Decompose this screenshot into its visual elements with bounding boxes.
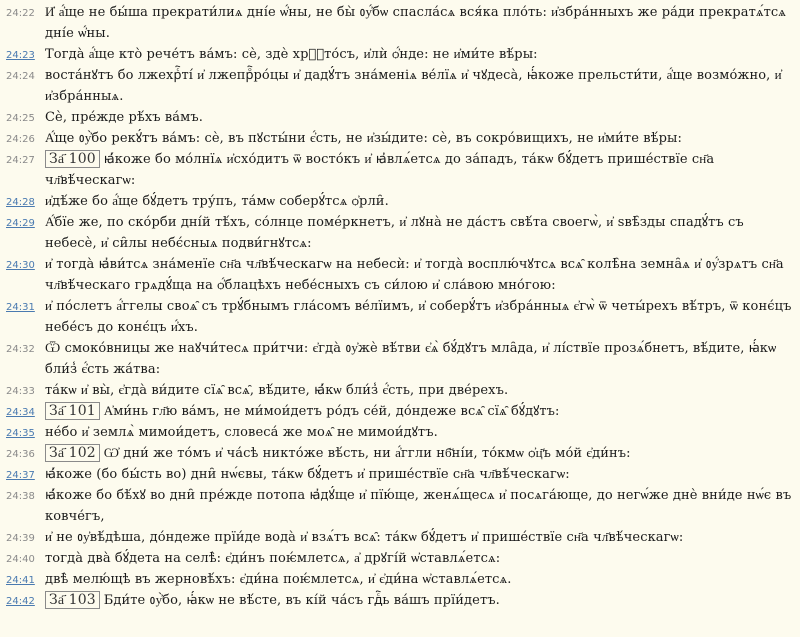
verse-text: ꙗ҆́коже (бо бы́сть во) дни̑ нѡ́євы, та́кѡ бꙋ́детъ и҆ прише́ствїе сн҃а чл҃вѣ́ческагѡ:	[45, 467, 570, 482]
verse-number-link[interactable]: 24:23	[6, 50, 35, 61]
verse-number: 24:32	[6, 344, 35, 355]
verse-text-block	[45, 569, 794, 590]
verse-text-block	[45, 464, 794, 485]
verse-row	[6, 191, 794, 212]
zachalo-marker: За҃ 101	[45, 402, 100, 420]
verse-text: А҆́бїе же, по ско́рби дні́й тѣ́хъ, со́лнце помéркнетъ, и҆ лꙋна̀ не да́стъ свѣ́та своегѡ̀, и҆ ѕвѣ̑зды спадꙋ́тъ съ небесѐ, и҆ си̑лы небє́сныѧ подви́гнꙋтсѧ:	[45, 215, 744, 251]
verse-number: 24:26	[6, 134, 35, 145]
verse-text-block	[45, 128, 794, 149]
verse-text-block	[45, 191, 794, 212]
verse-text: тогда̀ два̀ бꙋ́дета на селѣ̀: є҆ди́нъ поѥ́млетсѧ, а҆ дрꙋгі́й ѡ҆ставлѧ́етсѧ:	[45, 551, 501, 566]
verse-row	[6, 107, 794, 128]
verse-number-link[interactable]: 24:31	[6, 302, 35, 313]
verse-number-link[interactable]: 24:30	[6, 260, 35, 271]
verse-text-block	[45, 338, 794, 380]
verse-number: 24:27	[6, 155, 35, 166]
verse-text: Тогда̀ а҆́ще кто̀ рече́тъ ва́мъ: сѐ, здѐ хрⷭ҇то́съ, и҆лѝ ѻ҆́нде: не и҆ми́те вѣ́ры:	[45, 47, 538, 62]
verse-text: и҆ тогда̀ ꙗ҆ви́тсѧ зна́менїе сн҃а чл҃вѣ́ческагѡ на небесѝ: и҆ тогда̀ восплю́чꙋтсѧ всѧ̑ колѣ̑на земна̑ѧ и҆ ᲂу҆́зрѧтъ сн҃а чл҃вѣ́ческаго грѧдꙋ́ща на ѻ҆́блацѣхъ небе́сныхъ съ си́лою и҆ сла́вою мно́гою:	[45, 257, 784, 293]
verse-row	[6, 590, 794, 611]
verse-text: та́кѡ и҆ вы̀, є҆гда̀ ви́дите сїѧ̑ всѧ̑, вѣ́дите, ꙗ҆́кѡ бли́з̾ є҆́сть, при две́рехъ.	[45, 383, 509, 398]
verse-text-block	[45, 2, 794, 44]
verse-number: 24:25	[6, 113, 35, 124]
verse-number-link[interactable]: 24:37	[6, 470, 35, 481]
verse-text: и҆дѣ́же бо а҆́ще бꙋ́детъ тру́пъ, та́мѡ соберꙋ́тсѧ ѻ҆рли̑.	[45, 194, 389, 209]
verse-text: А҆ми́нь гл҃ю ва́мъ, не ми́мои́детъ ро́дъ се́й, до́ндеже всѧ̑ сїѧ̑ бꙋ́дꙋтъ:	[103, 404, 560, 419]
verse-text-block	[45, 212, 794, 254]
verse-text-block	[45, 422, 794, 443]
verse-row	[6, 44, 794, 65]
zachalo-marker: За҃ 102	[45, 444, 100, 462]
verse-text-block	[45, 590, 794, 611]
verse-text-block	[45, 443, 794, 464]
verse-text: двѣ̀ мелю́щѣ въ жерновѣ́хъ: є҆ди́на поѥ́млетсѧ, и҆ є҆ди́на ѡ҆ставлѧ́етсѧ.	[45, 572, 512, 587]
verse-text-block	[45, 401, 794, 422]
zachalo-marker: За҃ 103	[45, 591, 100, 609]
verse-text-block	[45, 548, 794, 569]
verse-row	[6, 149, 794, 191]
verse-row	[6, 254, 794, 296]
verse-text: не́бо и҆ землѧ̀ мимои́детъ, словеса́ же моѧ̑ не мимои́дꙋтъ.	[45, 425, 438, 440]
verse-text: и҆ по́слетъ а҆́ггелы своѧ̑ съ трꙋ́бнымъ гла́сомъ ве́лїимъ, и҆ соберꙋ́тъ и҆збра́нныѧ є҆гѡ̀ ѿ четы́рехъ вѣ́тръ, ѿ конє́цъ небе́съ до конє́цъ и҆́хъ.	[45, 299, 792, 335]
verse-row	[6, 380, 794, 401]
verse-row	[6, 296, 794, 338]
verse-text: Ѿ смоко́вницы же наꙋчи́тесѧ при́тчи: є҆гда̀ ᲂу҆жѐ вѣ́тви є҆ѧ̀ бꙋ́дꙋтъ мла̑да, и҆ лі́ствїе прозѧ́бнетъ, вѣ́дите, ꙗ҆́кѡ бли́з̾ є҆́сть жа́тва:	[45, 341, 777, 377]
verse-row	[6, 128, 794, 149]
verse-text-block	[45, 44, 794, 65]
verse-number: 24:22	[6, 8, 35, 19]
verse-text-block	[45, 527, 794, 548]
verse-row	[6, 422, 794, 443]
verse-text-block	[45, 485, 794, 527]
verse-row	[6, 527, 794, 548]
verse-row	[6, 2, 794, 44]
verse-row	[6, 401, 794, 422]
verse-row	[6, 338, 794, 380]
verse-text-block	[45, 149, 794, 191]
verse-text-block	[45, 380, 794, 401]
zachalo-marker: За҃ 100	[45, 150, 100, 168]
verse-text: воста́нꙋтъ бо лжехрⷭ҇ті́ и҆ лжепрⷪ҇ро́цы и҆ дадꙋ́тъ зна́меніѧ ве́лїѧ и҆ чꙋдеса̀, ꙗ҆́коже прельсти́ти, а҆́ще возмо́жно, и҆ и҆збра́нныѧ.	[45, 68, 782, 104]
verse-number-link[interactable]: 24:34	[6, 407, 35, 418]
verse-row	[6, 485, 794, 527]
verse-text: А҆́ще ᲂу҆̀бо рекꙋ́тъ ва́мъ: сѐ, въ пꙋсты́ни є҆́сть, не и҆зы́дите: сѐ, въ сокро́вищихъ, не и҆ми́те вѣ́ры:	[45, 131, 682, 146]
verse-row	[6, 443, 794, 464]
verse-row	[6, 569, 794, 590]
verse-text: Ѡ҆ дни́ же то́мъ и҆ ча́сѣ никто́же вѣ́сть, ни а҆́ггли нб҃ні́и, то́кмѡ ѻ҆ц҃ъ мо́й є҆ди́нъ:	[103, 446, 631, 461]
verse-text: Бди́те ᲂу҆̀бо, ꙗ҆́кѡ не вѣ́сте, въ кі́й ча́съ гдⷭ҇ь ва́шъ прїи́детъ.	[103, 593, 500, 608]
verse-number-link[interactable]: 24:29	[6, 218, 35, 229]
verse-text: Сѐ, пре́жде рѣ́хъ ва́мъ.	[45, 110, 203, 125]
verse-text: ꙗ҆́коже бо бѣ́хꙋ во дни̑ пре́жде потопа ꙗ҆дꙋ́ще и҆ пїю́ще, женѧ́щесѧ и҆ посѧга́юще, до негѡ́же днѐ вни́де нѡ́є въ ковче́гъ,	[45, 488, 792, 524]
verse-row	[6, 464, 794, 485]
verse-text: и҆ не ᲂу҆вѣ́дѣша, до́ндеже прїи́де вода̀ и҆ взѧ́тъ всѧ̑: та́кѡ бꙋ́детъ и҆ прише́ствїе сн҃а чл҃вѣ́ческагѡ:	[45, 530, 684, 545]
verse-text: ꙗ҆́коже бо мо́лнїѧ и҆схо́дитъ ѿ восто́къ и҆ ꙗ҆влѧ́етсѧ до за́падъ, та́кѡ бꙋ́детъ прише́ствїе сн҃а чл҃вѣ́ческагѡ:	[45, 152, 715, 188]
verse-text-block	[45, 296, 794, 338]
verse-number: 24:36	[6, 449, 35, 460]
verse-text-block	[45, 107, 794, 128]
verse-number: 24:40	[6, 554, 35, 565]
verse-number: 24:33	[6, 386, 35, 397]
verse-number-link[interactable]: 24:28	[6, 197, 35, 208]
verse-text-block	[45, 254, 794, 296]
verse-number: 24:39	[6, 533, 35, 544]
verse-number: 24:24	[6, 71, 35, 82]
verse-text-block	[45, 65, 794, 107]
verse-row	[6, 212, 794, 254]
verse-number-link[interactable]: 24:41	[6, 575, 35, 586]
verse-row	[6, 65, 794, 107]
verse-number-link[interactable]: 24:35	[6, 428, 35, 439]
verse-number-link[interactable]: 24:42	[6, 596, 35, 607]
verse-row	[6, 548, 794, 569]
verse-number: 24:38	[6, 491, 35, 502]
verse-text: И҆ а҆́ще не бы́ша прекрати́лиѧ дні́е ѡ҆́ны, не бы̀ ᲂу҆́бѡ спасла́сѧ вся́ка пло́ть: и҆збра́нныхъ же ра́ди прекратѧ́тсѧ дні́е ѡ҆́ны.	[45, 5, 787, 41]
